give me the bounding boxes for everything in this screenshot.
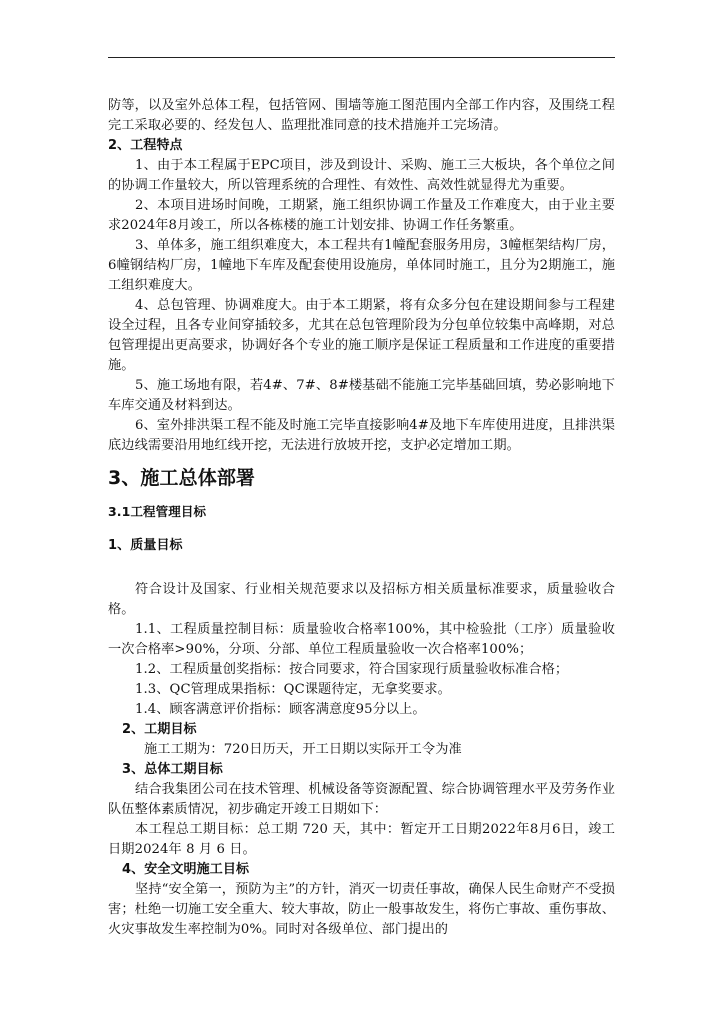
feature-item-3: 3、单体多，施工组织难度大，本工程共有1幢配套服务用房，3幢框架结构厂房，6幢钢结构厂房，1幢地下车库及配套使用设施房，单体同时施工，且分为2期施工，施工组织难度大。: [108, 238, 615, 293]
feature-item-2: 2、本项目进场时间晚，工期紧，施工组织协调工作量及工作难度大，由于业主要求2024年8月竣工，所以各栋楼的施工计划安排、协调工作任务繁重。: [108, 198, 615, 233]
quality-item-1-3: 1.3、QC管理成果指标：QC课题待定，无拿奖要求。: [135, 682, 451, 697]
feature-item-4: 4、总包管理、协调难度大。由于本工期紧，将有众多分包在建设期间参与工程建设全过程，且各专业间穿插较多，尤其在总包管理阶段为分包单位较集中高峰期，对总包管理提出更高要求，协调好各个专业的施工顺序是保证工程质量和工作进度的重要措施。: [108, 298, 615, 373]
section-3-1-heading: 3.1工程管理目标: [108, 504, 207, 519]
quality-item-1-4: 1.4、顾客满意评价指标：顾客满意度95分以上。: [135, 702, 426, 717]
document-body: [108, 96, 615, 940]
safety-paragraph: 坚持“安全第一，预防为主”的方针，消灭一切责任事故，确保人民生命财产不受损害；杜绝一切施工安全重大、较大事故，防止一般事故发生，将伤亡事故、重伤事故、火灾事故发生率控制为0%。同时对各级单位、部门提出的: [108, 882, 615, 937]
feature-item-5: 5、施工场地有限，若4#、7#、8#楼基础不能施工完毕基础回填，势必影响地下车库交通及材料到达。: [108, 378, 615, 413]
features-heading: 2、工程特点: [108, 138, 183, 153]
quality-heading: 1、质量目标: [108, 538, 183, 553]
total-period-paragraph-1: 结合我集团公司在技术管理、机械设备等资源配置、综合协调管理水平及劳务作业队伍整体素质情况，初步确定开竣工日期如下：: [108, 782, 615, 817]
deployment-heading: 3、施工总体部署: [108, 467, 256, 489]
quality-item-1-2: 1.2、工程质量创奖指标：按合同要求，符合国家现行质量验收标准合格；: [135, 662, 569, 677]
feature-item-1: 1、由于本工程属于EPC项目，涉及到设计、采购、施工三大板块，各个单位之间的协调工作量较大，所以管理系统的合理性、有效性、高效性就显得尤为重要。: [108, 158, 615, 193]
period-heading: 2、工期目标: [122, 722, 197, 737]
feature-item-6: 6、室外排洪渠工程不能及时施工完毕直接影响4#及地下车库使用进度，且排洪渠底边线需要沿用地红线开挖，无法进行放坡开挖，支护必定增加工期。: [108, 418, 615, 453]
total-period-paragraph-2: 本工程总工期目标：总工期 720 天，其中：暂定开工日期2022年8月6日，竣工日期2024年 8 月 6 日。: [108, 822, 615, 857]
quality-intro: 符合设计及国家、行业相关规范要求以及招标方相关质量标准要求，质量验收合格。: [108, 582, 615, 617]
period-text: 施工工期为：720日历天，开工日期以实际开工令为准: [144, 742, 462, 757]
header-rule: [108, 57, 615, 58]
total-period-heading: 3、总体工期目标: [122, 762, 223, 777]
quality-item-1-1: 1.1、工程质量控制目标：质量验收合格率100%，其中检验批（工序）质量验收一次合格率>90%，分项、分部、单位工程质量验收一次合格率100%；: [108, 622, 615, 657]
intro-paragraph: 防等，以及室外总体工程，包括管网、围墙等施工图范围内全部工作内容，及围绕工程完工采取必要的、经发包人、监理批准同意的技术措施并工完场清。: [108, 98, 615, 133]
safety-heading: 4、安全文明施工目标: [122, 862, 250, 877]
